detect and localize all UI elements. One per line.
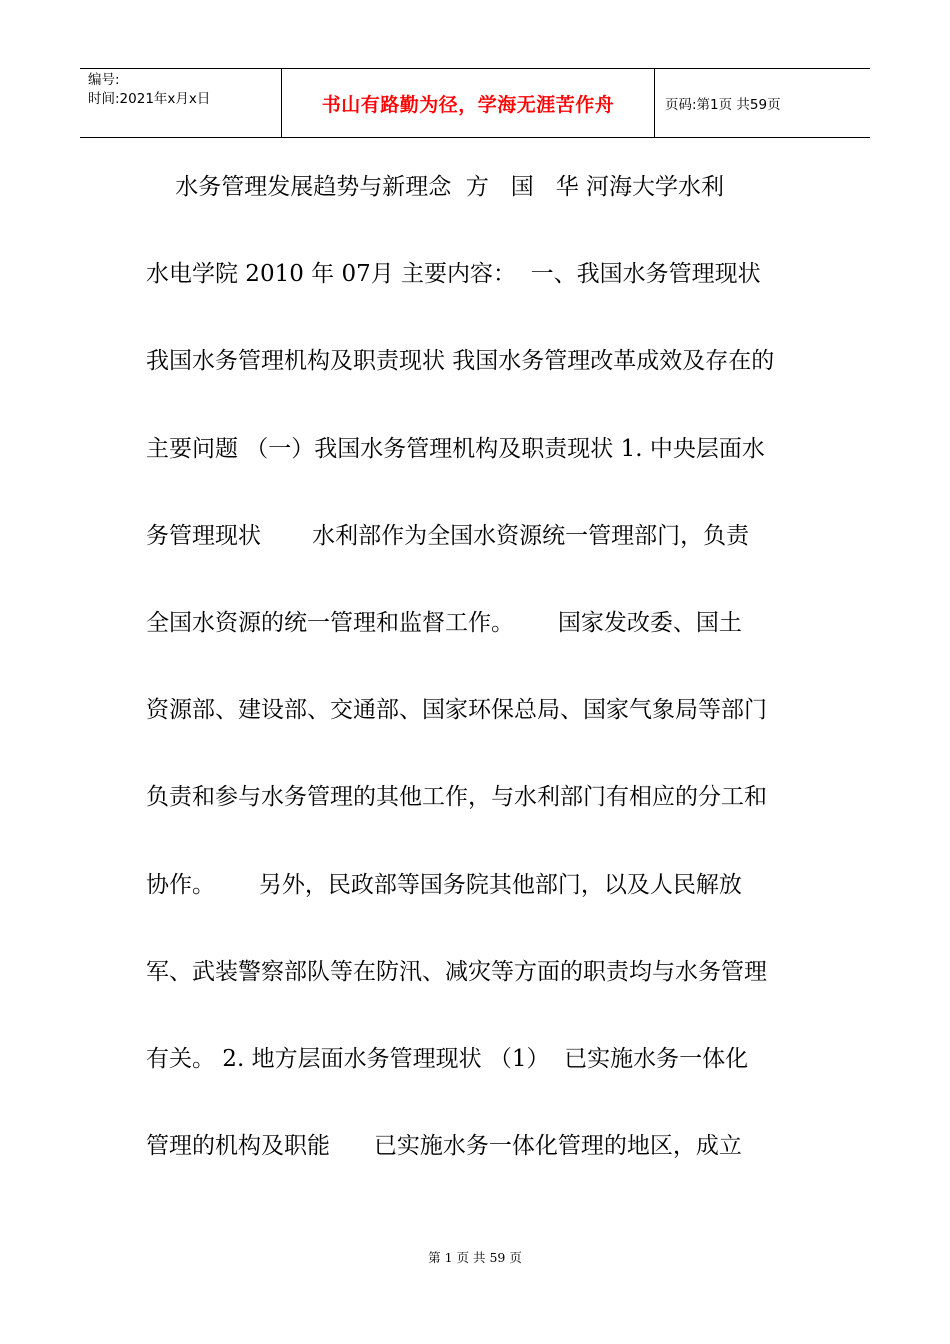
document-body	[146, 168, 810, 1214]
page-footer: 第 1 页 共 59 页	[428, 1250, 522, 1265]
body-line: 水务管理发展趋势与新理念 方 国 华 河海大学水利	[146, 174, 725, 200]
body-line: 水电学院 2010 年 07月 主要内容： 一、我国水务管理现状	[146, 261, 761, 288]
header-motto: 书山有路勤为径，学海无涯苦作舟	[281, 69, 655, 137]
document-number-label: 编号:	[88, 72, 120, 88]
body-line: 全国水资源的统一管理和监督工作。 国家发改委、国土	[146, 609, 742, 636]
header-page-info: 页码:第1页 共59页	[665, 97, 781, 113]
body-line: 主要问题 （一）我国水务管理机构及职责现状 1. 中央层面水	[146, 435, 765, 462]
body-line: 协作。 另外，民政部等国务院其他部门，以及人民解放	[146, 871, 742, 898]
body-line: 资源部、建设部、交通部、国家环保总局、国家气象局等部门	[146, 697, 767, 724]
document-time-label: 时间:2021年x月x日	[88, 91, 211, 107]
header-meta-cell	[80, 69, 281, 137]
body-line: 务管理现状 水利部作为全国水资源统一管理部门，负责	[146, 522, 750, 549]
body-line: 有关。 2. 地方层面水务管理现状 （1） 已实施水务一体化	[146, 1045, 749, 1072]
body-line: 我国水务管理机构及职责现状 我国水务管理改革成效及存在的	[146, 348, 775, 375]
body-line: 管理的机构及职能 已实施水务一体化管理的地区，成立	[146, 1133, 742, 1160]
body-line: 军、武装警察部队等在防汛、减灾等方面的职责均与水务管理	[146, 958, 767, 985]
document-header	[80, 68, 870, 138]
body-line: 负责和参与水务管理的其他工作，与水利部门有相应的分工和	[146, 784, 767, 811]
